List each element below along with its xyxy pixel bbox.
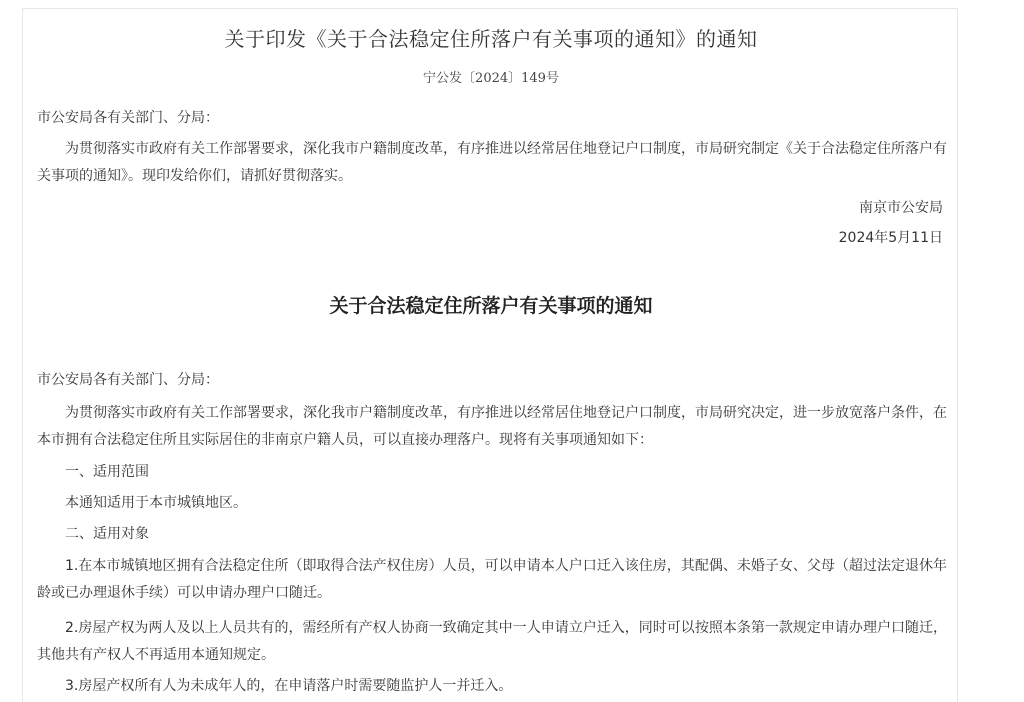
section-heading-scope: 一、适用范围 <box>65 464 149 480</box>
notice-salutation: 市公安局各有关部门、分局： <box>37 372 219 388</box>
document-page <box>22 8 958 702</box>
section-text-scope: 本通知适用于本市城镇地区。 <box>65 495 247 511</box>
signature-date: 2024年5月11日 <box>838 230 943 246</box>
list-item: 1.在本市城镇地区拥有合法稳定住所（即取得合法产权住房）人员，可以申请本人户口迁入该住房，其配偶、未婚子女、父母（超过法定退休年龄或已办理退休手续）可以申请办理户口随迁。 <box>37 558 947 601</box>
notice-intro-paragraph: 为贯彻落实市政府有关工作部署要求，深化我市户籍制度改革，有序推进以经常居住地登记户口制度，市局研究决定，进一步放宽落户条件，在本市拥有合法稳定住所且实际居住的非南京户籍人员，可以直接办理落户。现将有关事项通知如下： <box>37 405 947 448</box>
signature-organization: 南京市公安局 <box>859 200 943 216</box>
list-item: 3.房屋产权所有人为未成年人的，在申请落户时需要随监护人一并迁入。 <box>65 678 513 694</box>
notice-title: 关于合法稳定住所落户有关事项的通知 <box>329 295 653 317</box>
cover-body-paragraph: 为贯彻落实市政府有关工作部署要求，深化我市户籍制度改革，有序推进以经常居住地登记户口制度，市局研究制定《关于合法稳定住所落户有关事项的通知》。现印发给你们，请抓好贯彻落实。 <box>37 141 947 184</box>
document-number: 宁公发〔2024〕149号 <box>423 71 559 86</box>
list-item: 2.房屋产权为两人及以上人员共有的，需经所有产权人协商一致确定其中一人申请立户迁入，同时可以按照本条第一款规定申请办理户口随迁，其他共有产权人不再适用本通知规定。 <box>37 620 947 663</box>
document-title: 关于印发《关于合法稳定住所落户有关事项的通知》的通知 <box>224 27 758 51</box>
cover-salutation: 市公安局各有关部门、分局： <box>37 110 219 126</box>
section-heading-targets: 二、适用对象 <box>65 526 149 542</box>
